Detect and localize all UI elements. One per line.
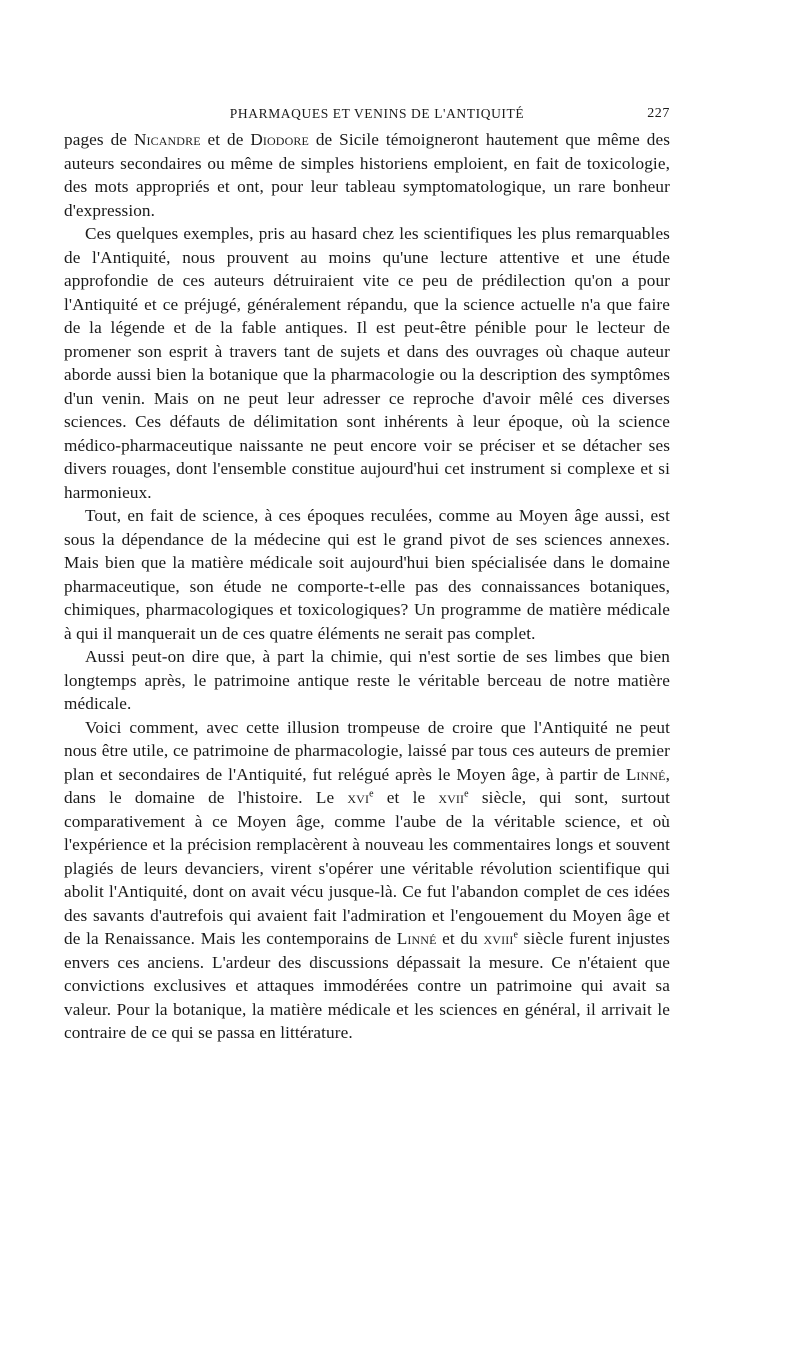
author-name-nicandre: Nicandre (133, 130, 201, 149)
text-run: Voici comment, avec cette illusion trompeuse de croire que l'Antiquité ne peut nous être utile, ce patrimoine de pharmacologie, laissé par tous ces auteurs de premier plan et secondaires de l'Antiquité, fut relégué après le Moyen âge, à partir de (64, 717, 670, 784)
text-run: pages de (64, 130, 134, 149)
text-run: siècle, qui sont, surtout comparativement à ce Moyen âge, comme l'aube de la véritable science, et où l'expérience et la précision remplacèrent à nouveau les commentaires longs et souvent plagiés de leurs devanciers, virent s'opérer une véritable révolution scientifique qui abolit l'Antiquité, dont on avait vécu jusque-là. Ce fut l'abandon complet de ces idées des savants d'autrefois qui avaient fait l'admiration et l'engouement du Moyen âge et de la Renaissance. Mais les contemporains de (64, 788, 671, 948)
paragraph-5 (64, 716, 670, 1045)
paragraph-2: Ces quelques exemples, pris au hasard chez les scientifiques les plus remarquables de l'Antiquité, nous prouvent au moins qu'une lecture attentive et une étude approfondie de ces auteurs détruiraient vite ce peu de prédilection qu'on a pour l'Antiquité et ce préjugé, généralement répandu, que la science actuelle n'a que faire de la légende et de la fable antiques. Il est peut-être pénible pour le lecteur de promener son esprit à travers tant de sujets et dans des ouvrages où chaque auteur aborde aussi bien la botanique que la pharmacologie ou la description des symptômes d'un venin. Mais on ne peut leur adresser ce reproche d'avoir mêlé ces diverses sciences. Ces défauts de délimitation sont inhérents à leur époque, où la science médico-pharmaceutique naissante ne peut encore voir se préciser et se détacher ses divers rouages, dont l'ensemble constitue aujourd'hui cet instrument si complexe et si harmonieux. (64, 224, 670, 502)
text-run: de Sicile témoigneront hautement que même des auteurs secondaires ou même de simples historiens emploient, en fait de toxicologie, des mots appropriés et ont, pour leur tableau symptomatologique, un rare bonheur d'expression. (64, 130, 671, 220)
book-page (64, 98, 670, 1045)
author-name-linne: Linné (625, 764, 666, 784)
running-title: PHARMAQUES ET VENINS DE L'ANTIQUITÉ (229, 106, 525, 121)
author-name-linne: Linné (396, 929, 437, 948)
text-run: et de (200, 130, 251, 149)
author-name-diodore: Diodore (250, 130, 309, 149)
ordinal-suffix: e (464, 788, 469, 800)
ordinal-suffix: e (369, 788, 374, 800)
paragraph-3: Tout, en fait de science, à ces époques reculées, comme au Moyen âge aussi, est sous la dépendance de la médecine qui est le grand pivot de ses sciences annexes. Mais bien que la matière médicale soit aujourd'hui bien spécialisée dans le domaine pharmaceutique, son étude ne comporte-t-elle pas des connaissances botaniques, chimiques, pharmacologiques et toxicologiques? Un programme de matière médicale à qui il manquerait un de ces quatre éléments ne serait pas complet. (64, 506, 670, 643)
text-run: et le (373, 788, 439, 807)
century-numeral: xviii (483, 929, 514, 948)
text-run: siècle furent injustes envers ces anciens. L'ardeur des discussions dépassait la mesure. Ce n'étaient que convictions exclusives et attaques immodérées contre un patrimoine qui avait sa valeur. Pour la botanique, la matière médicale et les sciences en général, il arrivait le contraire de ce qui se passa en littérature. (64, 929, 670, 1042)
paragraph-4: Aussi peut-on dire que, à part la chimie, qui n'est sortie de ses limbes que bien longtemps après, le patrimoine antique reste le véritable berceau de notre matière médicale. (64, 647, 670, 713)
running-head (64, 98, 670, 128)
paragraph-1 (64, 128, 670, 222)
body-text (64, 128, 670, 1045)
century-numeral: xvii (438, 788, 465, 807)
page-number: 227 (647, 106, 670, 121)
text-run: et du (436, 929, 484, 948)
text-run: , dans le domaine de l'histoire. Le (64, 764, 670, 807)
century-numeral: xvi (347, 788, 370, 807)
ordinal-suffix: e (513, 929, 518, 941)
